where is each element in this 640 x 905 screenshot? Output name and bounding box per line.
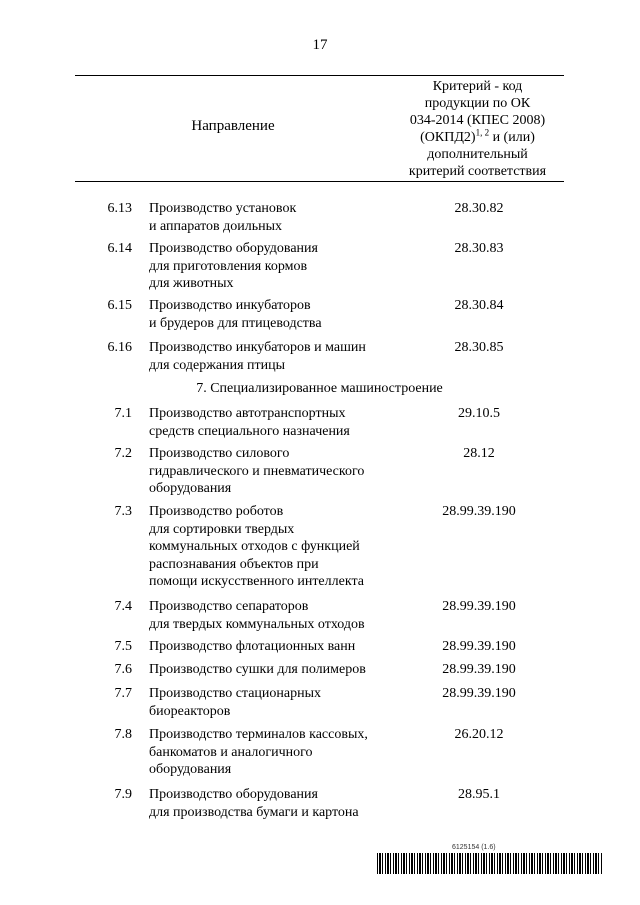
row-code: 28.30.83 xyxy=(454,241,504,256)
header-criterion-line: 034-2014 (КПЕС 2008) xyxy=(409,113,546,128)
row-direction: Производство терминалов кассовых, банкоматов и аналогичного оборудования xyxy=(149,727,368,777)
row-code: 28.99.39.190 xyxy=(442,504,516,519)
row-number: 6.14 xyxy=(107,241,132,256)
row-direction: Производство силового гидравлического и пневматического оборудования xyxy=(149,446,365,496)
barcode-icon xyxy=(377,853,603,874)
row-number: 7.3 xyxy=(114,504,132,519)
row-code: 28.12 xyxy=(463,446,495,461)
header-criterion-line: Критерий - код xyxy=(432,79,523,94)
footnote-marker: 1, 2 xyxy=(475,127,490,138)
row-direction: Производство инкубаторов и брудеров для птицеводства xyxy=(149,298,322,331)
row-direction: Производство оборудования для приготовления кормов для животных xyxy=(149,241,318,291)
header-criterion-line xyxy=(391,129,564,146)
row-number: 7.9 xyxy=(114,787,132,802)
row-direction: Производство роботов для сортировки твердых коммунальных отходов с функцией распознавания объектов при помощи искусственного интеллекта xyxy=(149,504,364,589)
row-code: 28.99.39.190 xyxy=(442,599,516,614)
header-criterion xyxy=(391,78,564,180)
row-code: 28.95.1 xyxy=(458,787,500,802)
section-title: 7. Специализированное машиностроение xyxy=(196,381,443,396)
row-number: 7.2 xyxy=(114,446,132,461)
row-number: 7.8 xyxy=(114,727,132,742)
row-code: 28.30.85 xyxy=(454,340,504,355)
row-number: 7.1 xyxy=(114,406,132,421)
row-direction: Производство установок и аппаратов доильных xyxy=(149,201,297,234)
and-or-label: и (или) xyxy=(489,130,535,145)
row-number: 6.16 xyxy=(107,340,132,355)
header-direction: Направление xyxy=(191,118,275,134)
header-criterion-line: дополнительный xyxy=(427,147,528,162)
row-number: 6.15 xyxy=(107,298,132,313)
row-code: 26.20.12 xyxy=(454,727,504,742)
row-direction: Производство стационарных биореакторов xyxy=(149,686,322,719)
header-criterion-line: критерий соответствия xyxy=(408,164,547,179)
row-code: 28.99.39.190 xyxy=(442,686,516,701)
row-number: 7.5 xyxy=(114,639,132,654)
row-number: 6.13 xyxy=(107,201,132,216)
table-header-rule xyxy=(75,181,564,182)
header-criterion-line: продукции по ОК xyxy=(424,96,531,111)
row-code: 29.10.5 xyxy=(458,406,500,421)
row-code: 28.30.84 xyxy=(454,298,504,313)
row-direction: Производство сушки для полимеров xyxy=(149,662,366,677)
okpd2-label: (ОКПД2) xyxy=(420,130,476,145)
row-code: 28.99.39.190 xyxy=(442,662,516,677)
page-number: 17 xyxy=(312,37,328,53)
row-number: 7.7 xyxy=(114,686,132,701)
row-code: 28.99.39.190 xyxy=(442,639,516,654)
row-code: 28.30.82 xyxy=(454,201,504,216)
row-direction: Производство оборудования для производства бумаги и картона xyxy=(149,787,359,820)
row-direction: Производство сепараторов для твердых коммунальных отходов xyxy=(149,599,365,632)
document-id: 6125154 (1.6) xyxy=(452,844,496,851)
row-direction: Производство инкубаторов и машин для содержания птицы xyxy=(149,340,366,373)
row-number: 7.4 xyxy=(114,599,132,614)
row-direction: Производство автотранспортных средств специального назначения xyxy=(149,406,350,439)
table-top-rule xyxy=(75,75,564,76)
row-number: 7.6 xyxy=(114,662,132,677)
row-direction: Производство флотационных ванн xyxy=(149,639,356,654)
